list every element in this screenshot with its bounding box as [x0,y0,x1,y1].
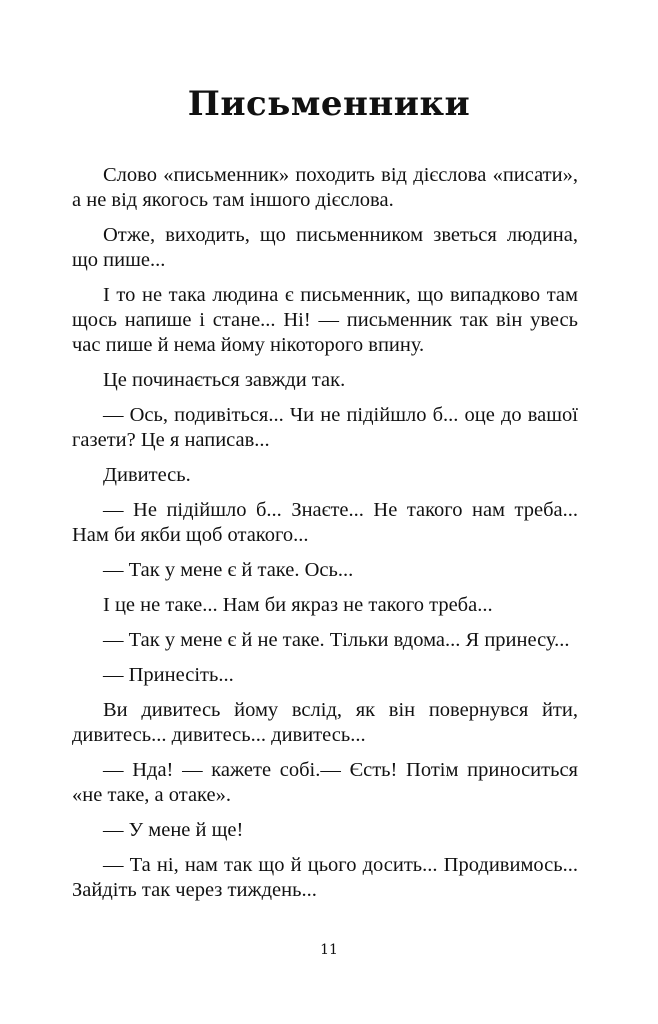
paragraph-4: Це починається завжди так. [103,369,346,391]
paragraph-9: І це не таке... Нам би якраз не такого треба... [103,594,493,616]
page-number: 11 [320,942,338,958]
paragraph-6: Дивитесь. [103,464,191,486]
page-title: Письменники [187,84,471,124]
paragraph-11: — Принесіть... [103,664,234,686]
paragraph-7: — Не підійшло б... Знаєте... Не такого нам треба... Нам би якби щоб отакого... [72,499,578,546]
page-body [72,163,578,913]
paragraph-5: — Ось, подивіться... Чи не підійшло б... оце до вашої газети? Це я написав... [72,404,578,451]
paragraph-14: — У мене й ще! [103,819,244,841]
paragraph-10: — Так у мене є й не таке. Тільки вдома... Я принесу... [103,629,570,651]
paragraph-8: — Так у мене є й таке. Ось... [103,559,354,581]
paragraph-13: — Нда! — кажете собі.— Єсть! Потім приноситься «не таке, а отаке». [72,759,578,806]
paragraph-1: Слово «письменник» походить від дієслова «писати», а не від якогось там іншого дієслова. [72,164,578,211]
paragraph-2: Отже, виходить, що письменником зветься людина, що пише... [72,224,578,271]
paragraph-15: — Та ні, нам так що й цього досить... Продивимось... Зайдіть так через тиждень... [72,854,578,901]
paragraph-12: Ви дивитесь йому вслід, як він повернувся йти, дивитесь... дивитесь... дивитесь... [72,699,578,746]
paragraph-3: І то не така людина є письменник, що випадково там щось напише і стане... Ні! — письменник так він увесь час пише й нема йому нікоторого впину. [72,284,578,356]
